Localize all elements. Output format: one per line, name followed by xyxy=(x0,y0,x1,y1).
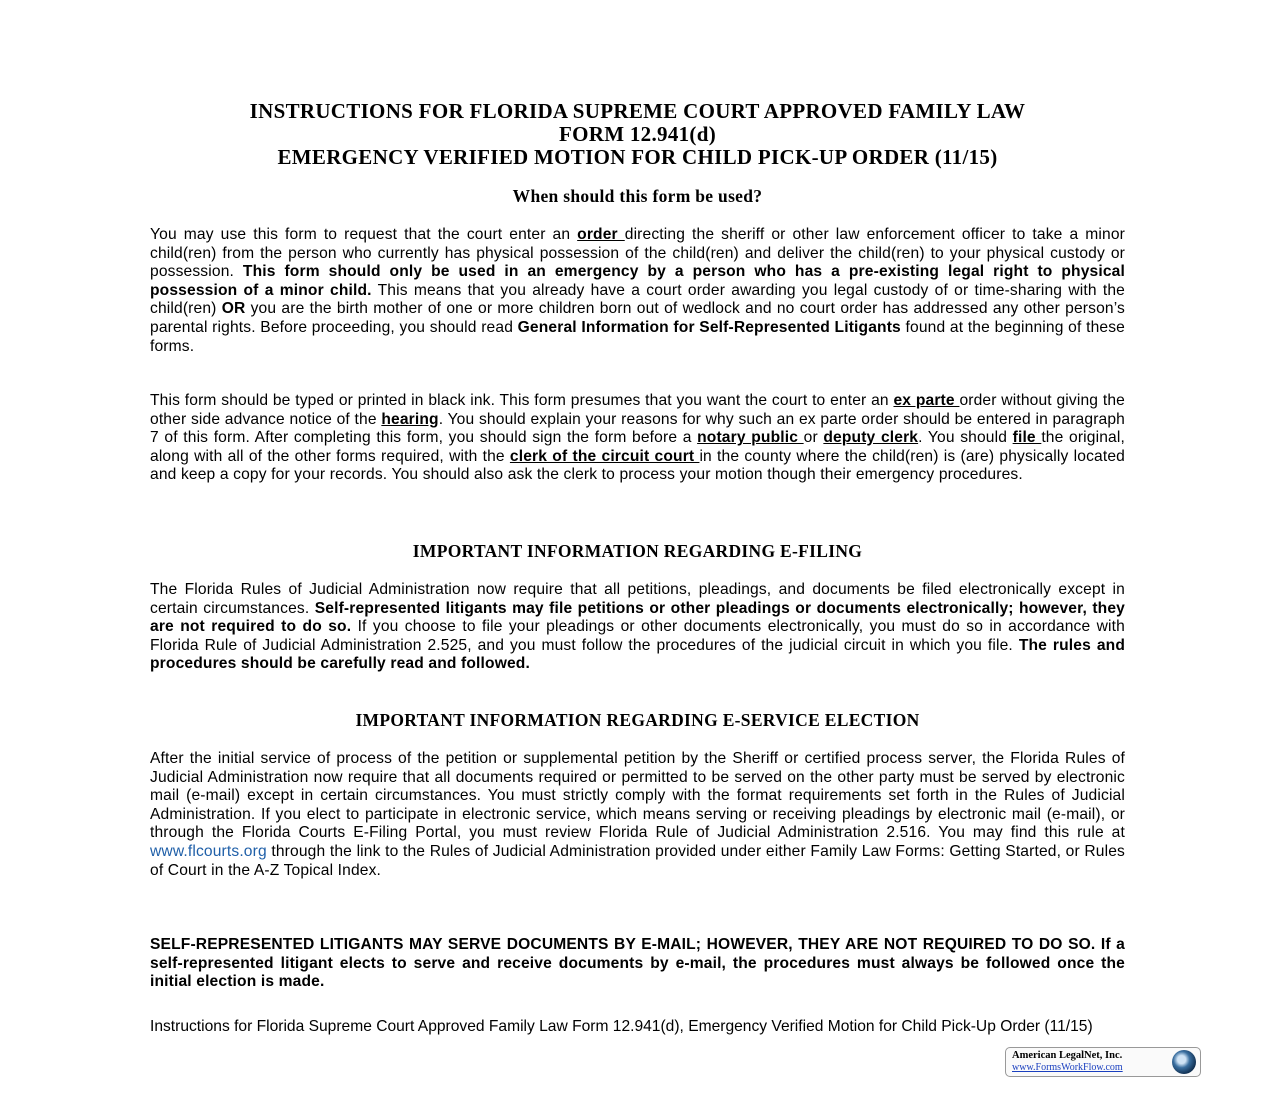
text-run: This form should be typed or printed in black ink. This form presumes that you want the court to enter an xyxy=(150,392,894,409)
paragraph-eservice xyxy=(150,750,1125,880)
text-run: through the link to the Rules of Judicial Administration provided under either Family Law Forms: Getting Started, or Rules of Court in the A-Z Topical Index. xyxy=(150,842,1125,879)
text-run: you are the birth mother of one or more children born out of wedlock and no court order has addressed any other person’s parental rights. Before proceeding, you should read xyxy=(150,300,1125,336)
text-run: After the initial service of process of the petition or supplemental petition by the Sheriff or certified process server, the Florida Rules of Judicial Administration now require that all documents required or permitted to be served on the other party must be served by electronic mail (e-mail) except in certain circumstances. You must strictly comply with the format requirements set forth in the Rules of Judicial Administration. If you elect to participate in electronic service, which means serving or receiving pleadings by electronic mail (e-mail), or through the Florida Courts E-Filing Portal, you must review Florida Rule of Judicial Administration 2.516. You may find this rule at xyxy=(150,750,1125,842)
bold-text: General Information for Self-Represented Litigants xyxy=(517,318,901,336)
text-run: the original, along with all of the other forms required, with the xyxy=(150,429,1125,465)
text-run: directing the sheriff or other law enforcement officer to take a minor child(ren) from the person who currently has physical possession of the child(ren) and deliver the child(ren) to your physical custody or possession. xyxy=(150,226,1125,281)
underlined-term: deputy clerk xyxy=(823,429,919,447)
bold-text: This form should only be used in an emergency by a person who has a pre-existing legal right to physical possession of a minor child. xyxy=(150,263,1125,299)
american-legalnet-logo[interactable] xyxy=(1005,1047,1201,1077)
text-run: order without giving the other side advance notice of the xyxy=(150,392,1125,428)
underlined-term: clerk of the circuit court xyxy=(509,447,700,465)
text-run: found at the beginning of these forms. xyxy=(150,318,1126,355)
text-run: This means that you already have a court order awarding you legal custody of or time-sharing with the child(ren) xyxy=(150,281,1125,318)
page-footer: Instructions for Florida Supreme Court Approved Family Law Form 12.941(d), Emergency Verified Motion for Child Pick-Up Order (11/15) xyxy=(150,1018,1093,1035)
underlined-term: ex parte xyxy=(893,392,960,409)
logo-company-name: American LegalNet, Inc. xyxy=(1012,1050,1123,1061)
underlined-term: hearing xyxy=(381,410,439,428)
section-heading-efiling: IMPORTANT INFORMATION REGARDING E-FILING xyxy=(412,541,863,561)
paragraph-filing-instructions xyxy=(150,392,1125,485)
document-title-line-3: EMERGENCY VERIFIED MOTION FOR CHILD PICK-UP ORDER (11/15) xyxy=(277,145,998,169)
section-heading-eservice: IMPORTANT INFORMATION REGARDING E-SERVICE ELECTION xyxy=(355,710,920,730)
document-title-line-2: FORM 12.941(d) xyxy=(558,122,716,146)
text-run: You may use this form to request that the court enter an xyxy=(150,226,578,243)
underlined-term: notary public xyxy=(697,429,804,447)
bold-text: Self-represented litigants may file petitions or other pleadings or documents electronically; however, they are not required to do so. xyxy=(150,599,1125,636)
globe-icon xyxy=(1172,1050,1196,1074)
underlined-term: file xyxy=(1012,429,1042,447)
paragraph-purpose xyxy=(150,226,1125,356)
text-run: or xyxy=(803,429,824,447)
underlined-term: order xyxy=(577,226,625,243)
document-title-line-1: INSTRUCTIONS FOR FLORIDA SUPREME COURT APPROVED FAMILY LAW xyxy=(249,99,1026,123)
text-run: . You should explain your reasons for why such an ex parte order should be entered in paragraph 7 of this form. After completing this form, you should sign the form before a xyxy=(150,410,1125,447)
text-run: in the county where the child(ren) is (are) physically located and keep a copy for your records. You should also ask the clerk to process your motion though their emergency procedures. xyxy=(150,447,1125,484)
section-heading-when-used: When should this form be used? xyxy=(512,186,763,206)
bold-text: SELF-REPRESENTED LITIGANTS MAY SERVE DOCUMENTS BY E-MAIL; HOWEVER, THEY ARE NOT REQUIRED TO DO SO. If a self-represented litigant elects to serve and receive documents by e-mail, the procedures must always be followed once the initial election is made. xyxy=(150,936,1125,991)
text-run: . You should xyxy=(918,429,1013,447)
logo-website-link[interactable]: www.FormsWorkFlow.com xyxy=(1012,1062,1123,1073)
bold-text: OR xyxy=(221,300,246,318)
paragraph-eservice-notice xyxy=(150,936,1125,992)
bold-text: The rules and procedures should be carefully read and followed. xyxy=(150,636,1125,673)
flcourts-link[interactable]: www.flcourts.org xyxy=(150,842,267,860)
paragraph-efiling xyxy=(150,581,1125,674)
text-run: If you choose to file your pleadings or other documents electronically, you must do so in accordance with Florida Rule of Judicial Administration 2.525, and you must follow the procedures of the judicial circuit in which you file. xyxy=(150,618,1125,654)
text-run: The Florida Rules of Judicial Administration now require that all petitions, pleadings, and documents be filed electronically except in certain circumstances. xyxy=(150,581,1125,617)
